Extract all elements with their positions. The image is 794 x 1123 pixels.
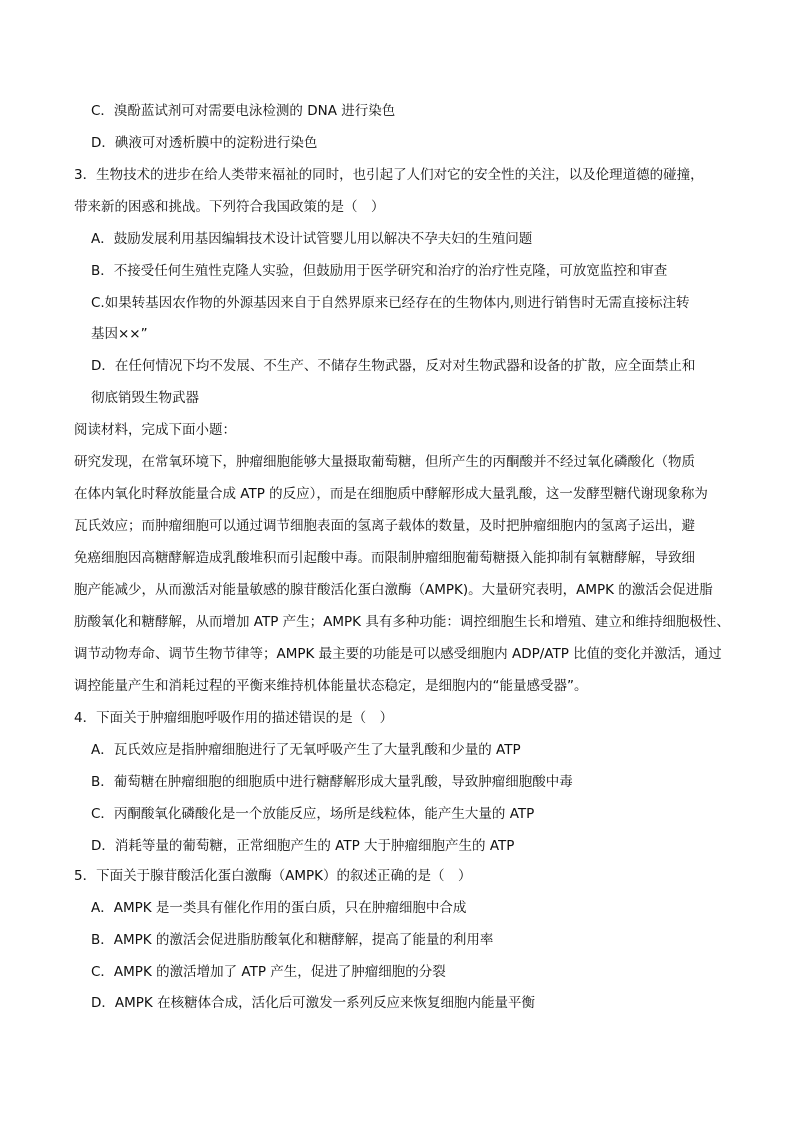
reading-line: 免癌细胞因高糖酵解造成乳酸堆积而引起酸中毒。而限制肿瘤细胞葡萄糖摄入能抑制有氧糖酵解，导致细 [74, 550, 695, 566]
q3-option-d-line1: D．在任何情况下均不发展、不生产、不储存生物武器，反对对生物武器和设备的扩散，应全面禁止和 [91, 358, 696, 374]
reading-line: 肪酸氧化和糖酵解，从而增加 ATP 产生；AMPK 具有多种功能：调控细胞生长和增殖、建立和维持细胞极性、 [74, 614, 730, 630]
q2-option-d: D．碘液可对透析膜中的淀粉进行染色 [91, 135, 318, 151]
q3-option-d-line2: 彻底销毁生物武器 [91, 390, 199, 406]
q5-stem: 5．下面关于腺苷酸活化蛋白激酶（AMPK）的叙述正确的是（ ） [74, 868, 472, 884]
q5-option-a: A．AMPK 是一类具有催化作用的蛋白质，只在肿瘤细胞中合成 [91, 900, 467, 916]
q5-option-c: C．AMPK 的激活增加了 ATP 产生，促进了肿瘤细胞的分裂 [91, 964, 446, 980]
q3-option-b: B．不接受任何生殖性克隆人实验，但鼓励用于医学研究和治疗的治疗性克隆，可放宽监控和审查 [91, 263, 668, 279]
reading-line: 在体内氧化时释放能量合成 ATP 的反应），而是在细胞质中酵解形成大量乳酸，这一发酵型糖代谢现象称为 [74, 486, 708, 502]
reading-line: 调节动物寿命、调节生物节律等；AMPK 最主要的功能是可以感受细胞内 ADP/ATP 比值的变化并激活，通过 [74, 646, 722, 662]
q2-option-c: C．溴酚蓝试剂可对需要电泳检测的 DNA 进行染色 [91, 103, 396, 119]
q3-option-a: A．鼓励发展利用基因编辑技术设计试管婴儿用以解决不孕夫妇的生殖问题 [91, 231, 533, 247]
q5-option-b: B．AMPK 的激活会促进脂肪酸氧化和糖酵解，提高了能量的利用率 [91, 932, 494, 948]
q4-option-d: D．消耗等量的葡萄糖，正常细胞产生的 ATP 大于肿瘤细胞产生的 ATP [91, 838, 515, 854]
q4-option-a: A．瓦氏效应是指肿瘤细胞进行了无氧呼吸产生了大量乳酸和少量的 ATP [91, 742, 521, 758]
reading-line: 调控能量产生和消耗过程的平衡来维持机体能量状态稳定，是细胞内的“能量感受器”。 [74, 678, 588, 694]
q4-stem: 4．下面关于肿瘤细胞呼吸作用的描述错误的是（ ） [74, 710, 394, 726]
reading-intro: 阅读材料，完成下面小题： [74, 422, 236, 438]
reading-line: 瓦氏效应；而肿瘤细胞可以通过调节细胞表面的氢离子载体的数量，及时把肿瘤细胞内的氢离子运出，避 [74, 518, 695, 534]
reading-line: 胞产能减少，从而激活对能量敏感的腺苷酸活化蛋白激酶（AMPK)。大量研究表明，AMPK 的激活会促进脂 [74, 582, 713, 598]
reading-line: 研究发现，在常氧环境下，肿瘤细胞能够大量摄取葡萄糖，但所产生的丙酮酸并不经过氧化磷酸化（物质 [74, 454, 695, 470]
q3-option-c-line2: 基因××” [91, 326, 148, 342]
q3-stem-line1: 3．生物技术的进步在给人类带来福祉的同时，也引起了人们对它的安全性的关注，以及伦理道德的碰撞， [74, 167, 704, 183]
q5-option-d: D．AMPK 在核糖体合成，活化后可激发一系列反应来恢复细胞内能量平衡 [91, 995, 536, 1011]
q3-stem-line2: 带来新的困惑和挑战。下列符合我国政策的是（ ） [74, 199, 385, 215]
q3-option-c-line1: C.如果转基因农作物的外源基因来自于自然界原来已经存在的生物体内,则进行销售时无需直接标注转 [91, 295, 690, 311]
q4-option-b: B．葡萄糖在肿瘤细胞的细胞质中进行糖酵解形成大量乳酸，导致肿瘤细胞酸中毒 [91, 774, 573, 790]
q4-option-c: C．丙酮酸氧化磷酸化是一个放能反应，场所是线粒体，能产生大量的 ATP [91, 806, 535, 822]
